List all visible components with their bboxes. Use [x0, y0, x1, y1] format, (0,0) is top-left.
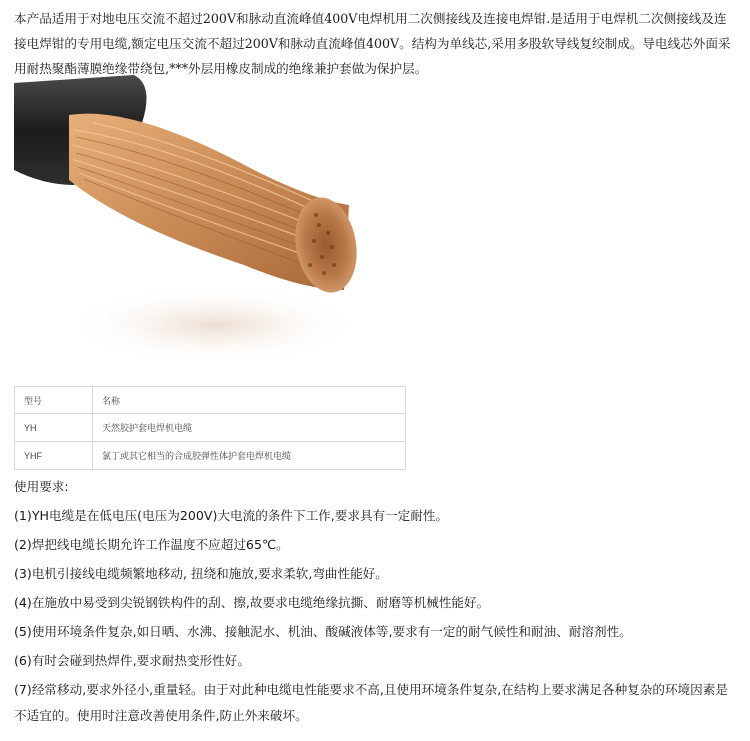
list-item: (5)使用环境条件复杂,如日晒、水沸、接触泥水、机油、酸碱液体等,要求有一定的耐气候性和耐油、耐溶剂性。: [14, 624, 632, 639]
table-header-row: [15, 387, 406, 414]
requirements-title: 使用要求:: [14, 479, 69, 494]
welding-cable-photo: [14, 75, 396, 365]
table-header-model: 型号: [15, 387, 93, 414]
table-cell-name: 氯丁或其它相当的合成胶弹性体护套电焊机电缆: [93, 442, 406, 470]
model-table: [14, 386, 406, 470]
table-cell-name: 天然胶护套电焊机电缆: [93, 414, 406, 442]
requirements-list: [14, 503, 738, 733]
table-row: [15, 414, 406, 442]
table-header-name: 名称: [93, 387, 406, 414]
list-item: (4)在施放中易受到尖锐钢铁构件的刮、擦,故要求电缆绝缘抗撕、耐磨等机械性能好。: [14, 595, 490, 610]
list-item: (3)电机引接线电缆频繁地移动, 扭绕和施放,要求柔软,弯曲性能好。: [14, 566, 388, 581]
table-cell-model: YHF: [15, 442, 93, 470]
list-item: (7)经常移动,要求外径小,重量轻。由于对此种电缆电性能要求不高,且使用环境条件复杂,在结构上要求满足各种复杂的环境因素是不适宜的。使用时注意改善使用条件,防止外来破坏。: [14, 682, 728, 723]
table-row: [15, 442, 406, 470]
list-item: (6)有时会碰到热焊件,要求耐热变形性好。: [14, 653, 250, 668]
list-item: (2)焊把线电缆长期允许工作温度不应超过65℃。: [14, 537, 289, 552]
list-item: (1)YH电缆是在低电压(电压为200V)大电流的条件下工作,要求具有一定耐性。: [14, 508, 449, 523]
intro-paragraph: 本产品适用于对地电压交流不超过200V和脉动直流峰值400V电焊机用二次侧接线及连接电焊钳.是适用于电焊机二次侧接线及连接电焊钳的专用电缆,额定电压交流不超过200V和脉动直流峰值400V。结构为单线芯,采用多股软导线复绞制成。导电线芯外面采用耐热聚酯薄膜绝缘带绕包,***外层用橡皮制成的绝缘兼护套做为保护层。: [14, 11, 731, 76]
table-cell-model: YH: [15, 414, 93, 442]
